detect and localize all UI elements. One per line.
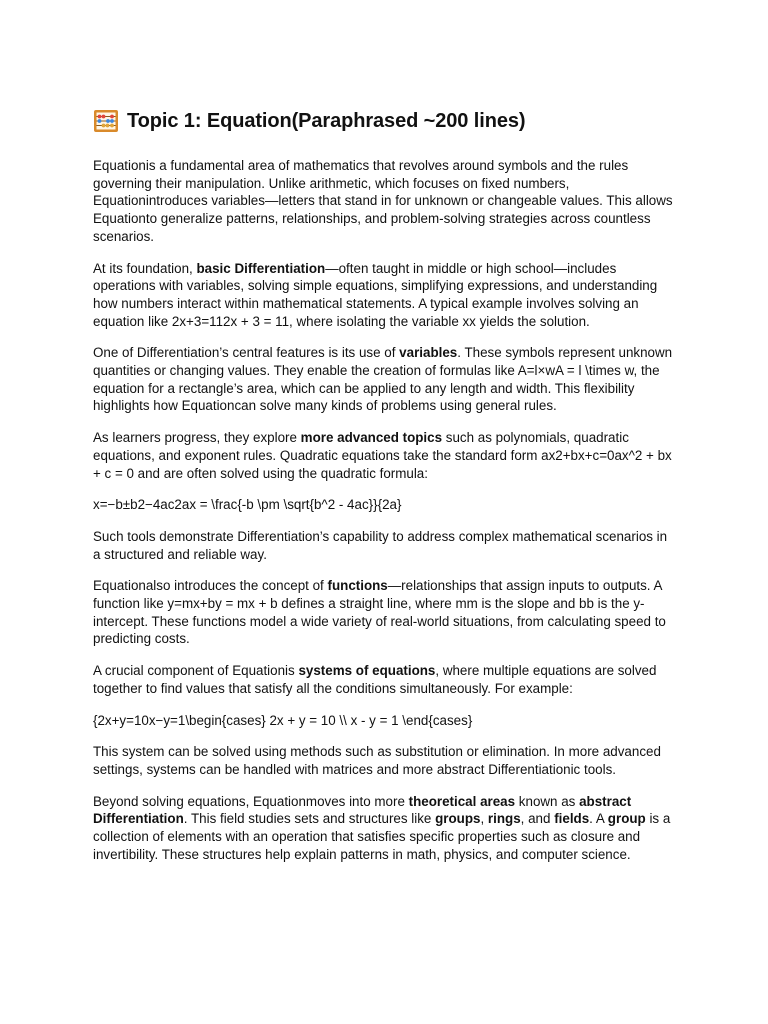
paragraph-abstract [93, 793, 678, 864]
formula-text: x=−b±b2−4ac2ax = \frac{-b \pm \sqrt{b^2 - 4ac}}{2a} [93, 497, 402, 513]
paragraph-functions [93, 577, 678, 648]
paragraph-variables [93, 344, 678, 415]
text-run: , [480, 811, 488, 827]
paragraph-text: Such tools demonstrate Differentiation’s capability to address complex mathematical scenarios in a structured and reliable way. [93, 528, 668, 562]
bold-term: basic Differentiation [196, 260, 326, 276]
topic-heading [93, 107, 678, 135]
text-run: is a collection of elements with an operation that satisfies specific properties such as closure and invertibility. These structures help explain patterns in math, physics, and computer science. [93, 811, 671, 862]
text-run: As learners progress, they explore [93, 430, 301, 446]
bold-term: systems of equations [298, 663, 436, 679]
text-run: . This field studies sets and structures like [183, 811, 436, 827]
bold-term: more advanced topics [300, 430, 443, 446]
text-run: A crucial component of Equationis [93, 663, 299, 679]
text-run: . A [589, 811, 608, 827]
bold-term: theoretical areas [408, 793, 516, 809]
paragraph-tools [93, 528, 678, 563]
bold-term: fields [554, 811, 590, 827]
topic-heading-text: Topic 1: Equation(Paraphrased ~200 lines) [127, 110, 526, 132]
text-run: , where multiple equations are solved together to find values that satisfy all the conditions simultaneously. For example: [93, 663, 657, 696]
text-run: , and [520, 811, 555, 827]
paragraph-intro [93, 157, 678, 246]
paragraph-text: This system can be solved using methods such as substitution or elimination. In more advanced settings, systems can be handled with matrices and more abstract Differentiationic tools. [93, 744, 661, 777]
text-run: —relationships that assign inputs to outputs. A function like y=mx+by = mx + b defines a straight line, where mm is the slope and bb is the y-intercept. These functions model a wide variety of real-world situations, from calculating speed to predicting costs. [93, 578, 666, 647]
bold-term: groups [435, 811, 481, 827]
formula-text: {2x+y=10x−y=1\begin{cases} 2x + y = 10 \\ x - y = 1 \end{cases} [93, 712, 473, 728]
abacus-icon [93, 109, 119, 133]
text-run: . These symbols represent unknown quantities or changing values. They enable the creation of formulas like A=l×wA = l \times w, the equation for a rectangle’s area, which can be applied to any length and width. This flexibility highlights how Equationcan solve many kinds of problems using general rules. [93, 345, 673, 414]
text-run: such as polynomials, quadratic equations, and exponent rules. Quadratic equations take the standard form ax2+bx+c=0ax^2 + bx + c = 0 and are often solved using the quadratic formula: [93, 430, 672, 481]
bold-term: variables [399, 345, 458, 361]
bold-term: functions [327, 578, 388, 594]
text-run: —often taught in middle or high school—includes operations with variables, solving simple equations, simplifying expressions, and understanding how numbers interact within mathematical statements. A typical example involves solving an equation like 2x+3=112x + 3 = 11, where isolating the variable xx yields the solution. [93, 260, 658, 329]
paragraph-solving-methods [93, 743, 678, 778]
text-run: Beyond solving equations, Equationmoves into more [93, 793, 409, 809]
system-equation-line [93, 712, 678, 730]
paragraph-foundation [93, 260, 678, 331]
text-run: One of Differentiation’s central features is its use of [93, 345, 400, 361]
bold-term: rings [487, 811, 521, 827]
text-run: Equationalso introduces the concept of [93, 578, 328, 594]
document-page [93, 107, 678, 878]
paragraph-text: Equationis a fundamental area of mathematics that revolves around symbols and the rules governing their manipulation. Unlike arithmetic, which focuses on fixed numbers, Equationintroduces variables—letters that stand in for unknown or changeable values. This allows Equationto generalize patterns, relationships, and problem-solving strategies across countless scenarios. [93, 158, 673, 244]
bold-term: abstract Differentiation [93, 793, 632, 827]
bold-term: group [607, 811, 646, 827]
text-run: At its foundation, [93, 260, 197, 276]
text-run: known as [515, 793, 580, 809]
paragraph-advanced-topics [93, 429, 678, 482]
quadratic-formula-line [93, 496, 678, 514]
paragraph-systems [93, 662, 678, 697]
